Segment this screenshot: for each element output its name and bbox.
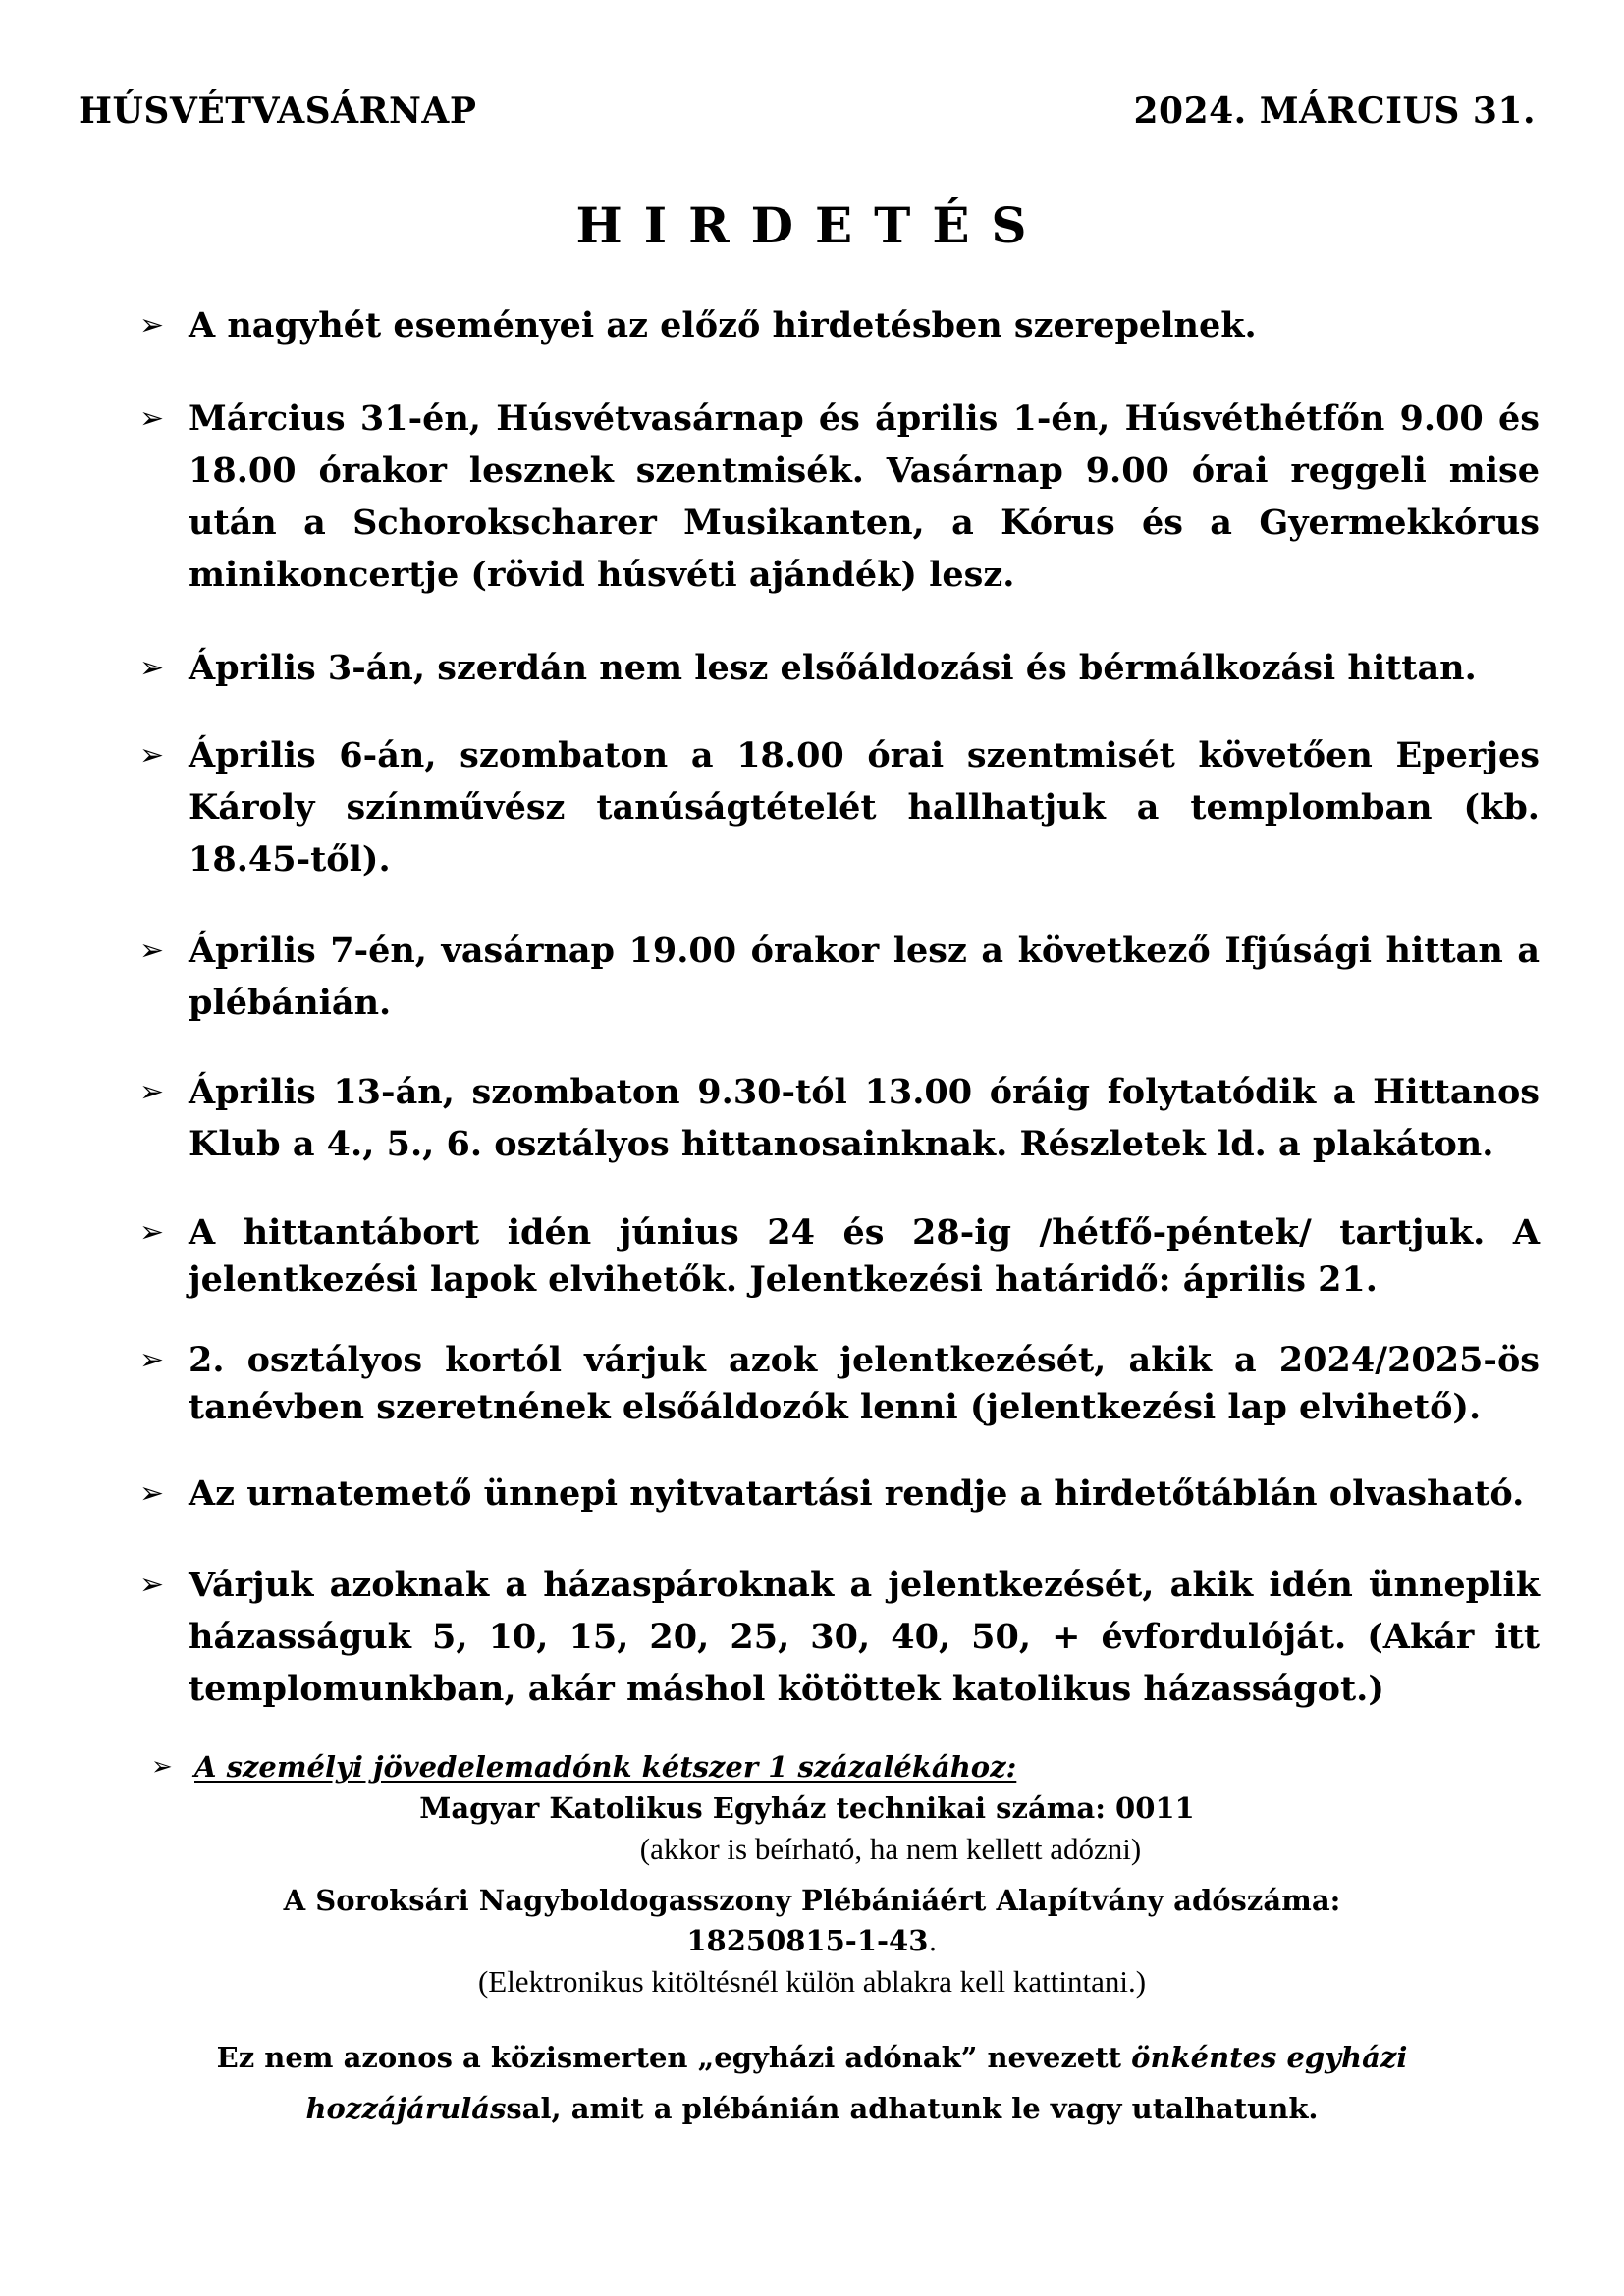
announcement-text: Várjuk azoknak a házaspároknak a jelentkezését, akik idén ünneplik házasságuk 5, 10, 15, 20, 25, 30, 40, 50, + évfordulóját. (Akár itt templomunkban, akár máshol kötöttek katolikus házasságot.) (189, 1565, 1540, 1709)
announcement-text: 2. osztályos kortól várjuk azok jelentkezését, akik a 2024/2025-ös tanévben szeretnének elsőáldozók lenni (jelentkezési lap elvihető). (189, 1340, 1540, 1427)
announcement-text: A hittantábort idén június 24 és 28-ig /hétfő-péntek/ tartjuk. A jelentkezési lapok elvihetők. Jelentkezési határidő: április 21. (189, 1212, 1540, 1300)
arrow-bullet-icon: ➢ (139, 738, 165, 773)
header-occasion: HÚSVÉTVASÁRNAP (79, 90, 477, 132)
announcement-item (137, 299, 1540, 351)
arrow-bullet-icon: ➢ (139, 651, 165, 685)
announcement-text: Április 7-én, vasárnap 19.00 órakor lesz a következő Ifjúsági hittan a plébánián. (189, 931, 1540, 1023)
announcement-item (137, 1066, 1540, 1170)
announcement-item (137, 729, 1540, 885)
announcement-text: Április 13-án, szombaton 9.30-tól 13.00 óráig folytatódik a Hittanos Klub a 4., 5., 6. osztályos hittanosainknak. Részletek ld. a plakáton. (189, 1072, 1540, 1164)
church-tax-note: (akkor is beírható, ha nem kellett adózni) (639, 1832, 1142, 1866)
tax-heading-text: A személyi jövedelemadónk kétszer 1 százalékához: (194, 1750, 1017, 1784)
foundation-tax-number: 18250815-1-43 (686, 1924, 929, 1957)
tax-heading (147, 1745, 1624, 1789)
foundation-tax-number-line (0, 1921, 1624, 1961)
announcement-item (137, 642, 1540, 694)
announcement-item (137, 925, 1540, 1029)
announcement-item (137, 1337, 1540, 1431)
announcement-item (137, 1559, 1540, 1715)
announcement-item (137, 1209, 1540, 1304)
header-date: 2024. MÁRCIUS 31. (1133, 90, 1536, 132)
page-header (79, 90, 1536, 132)
announcement-item (137, 1470, 1540, 1518)
footer-note (128, 2032, 1496, 2134)
announcement-text: Április 3-án, szerdán nem lesz elsőáldozási és bérmálkozási hittan. (189, 648, 1477, 688)
foundation-tax-line: A Soroksári Nagyboldogasszony Plébániáért Alapítvány adószáma: (283, 1884, 1341, 1917)
arrow-bullet-icon: ➢ (139, 1343, 165, 1377)
arrow-bullet-icon: ➢ (139, 1075, 165, 1109)
announcement-text: Április 6-án, szombaton a 18.00 órai szentmisét követően Eperjes Károly színművész tanúságtételét hallhatjuk a templomban (kb. 18.45-től). (189, 735, 1540, 880)
announcement-list (137, 299, 1540, 1715)
church-tax-number: Magyar Katolikus Egyház technikai száma: 0011 (419, 1791, 1195, 1825)
announcement-item (137, 393, 1540, 601)
footer-text-2: sal, amit a plébánián adhatunk le vagy utalhatunk. (506, 2092, 1319, 2125)
tax-section (0, 1745, 1624, 2002)
foundation-tax-note: (Elektronikus kitöltésnél külön ablakra kell kattintani.) (477, 1964, 1147, 1999)
arrow-bullet-icon: ➢ (139, 1568, 165, 1602)
foundation-tax-number-suffix: . (928, 1924, 938, 1957)
arrow-bullet-icon: ➢ (139, 934, 165, 968)
arrow-bullet-icon: ➢ (139, 308, 165, 343)
page-title: HIRDETÉS (575, 196, 1049, 254)
announcement-text: A nagyhét eseményei az előző hirdetésben szerepelnek. (189, 305, 1257, 346)
arrow-bullet-icon: ➢ (139, 1215, 165, 1250)
footer-text-italic: önkéntes egyházi hozzájárulás (305, 2041, 1408, 2125)
footer-text-1: Ez nem azonos a közismerten „egyházi adónak” nevezett (216, 2041, 1132, 2074)
arrow-bullet-icon: ➢ (151, 1752, 173, 1782)
announcement-text: Március 31-én, Húsvétvasárnap és április 1-én, Húsvéthétfőn 9.00 és 18.00 órakor lesznek szentmisék. Vasárnap 9.00 órai reggeli mise után a Schorokscharer Musikanten, a Kórus és a Gyermekkórus minikoncertje (rövid húsvéti ajándék) lesz. (189, 399, 1540, 595)
announcement-text: Az urnatemető ünnepi nyitvatartási rendje a hirdetőtáblán olvasható. (189, 1473, 1525, 1514)
arrow-bullet-icon: ➢ (139, 1476, 165, 1511)
arrow-bullet-icon: ➢ (139, 401, 165, 436)
